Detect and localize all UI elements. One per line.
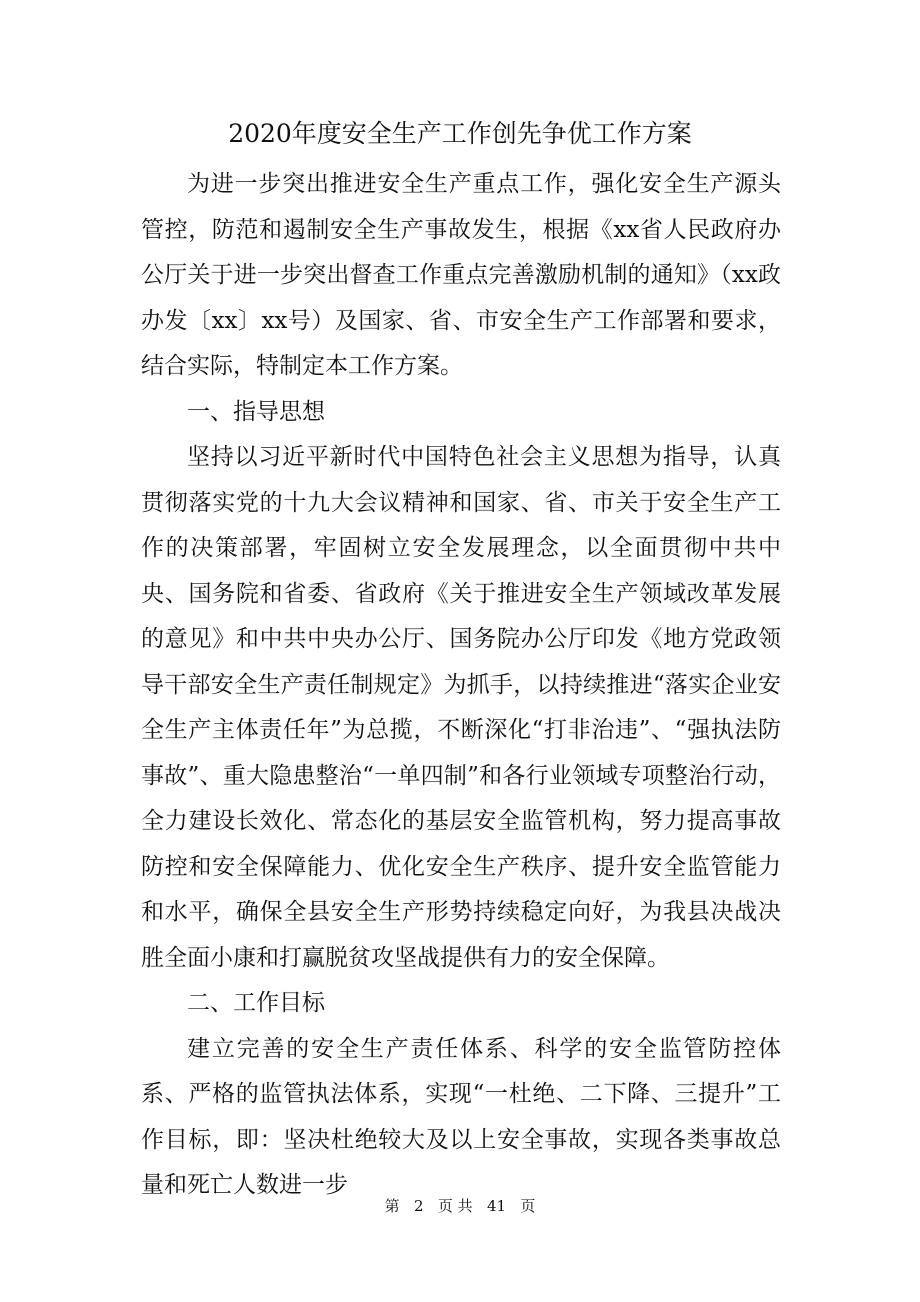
footer-total-pages: 41 — [486, 1197, 507, 1215]
footer-middle: 页 共 — [437, 1197, 473, 1215]
document-body — [141, 162, 781, 1209]
guiding-thought-paragraph: 坚持以习近平新时代中国特色社会主义思想为指导，认真贯彻落实党的十九大会议精神和国家、省、市关于安全生产工作的决策部署，牢固树立安全发展理念，以全面贯彻中共中央、国务院和省委、省政府《关于推进安全生产领域改革发展的意见》和中共中央办公厅、国务院办公厅印发《地方党政领导干部安全生产责任制规定》为抓手，以持续推进“落实企业安全生产主体责任年”为总揽，不断深化“打非治违”、“强执法防事故”、重大隐患整治“一单四制”和各行业领域专项整治行动，全力建设长效化、常态化的基层安全监管机构，努力提高事故防控和安全保障能力、优化安全生产秩序、提升安全监管能力和水平，确保全县安全生产形势持续稳定向好，为我县决战决胜全面小康和打赢脱贫攻坚战提供有力的安全保障。 — [141, 444, 781, 971]
work-goals-paragraph: 建立完善的安全生产责任体系、科学的安全监管防控体系、严格的监管执法体系，实现“一杜绝、二下降、三提升”工作目标，即：坚决杜绝较大及以上安全事故，实现各类事故总量和死亡人数进一步 — [141, 1035, 781, 1198]
document-title: 2020年度安全生产工作创先争优工作方案 — [228, 119, 692, 148]
footer-suffix: 页 — [520, 1197, 536, 1215]
intro-paragraph: 为进一步突出推进安全生产重点工作，强化安全生产源头管控，防范和遏制安全生产事故发生，根据《xx省人民政府办公厅关于进一步突出督查工作重点完善激励机制的通知》（xx政办发〔xx〕xx号）及国家、省、市安全生产工作部署和要求，结合实际，特制定本工作方案。 — [141, 171, 781, 379]
section-heading-work-goals: 二、工作目标 — [187, 990, 325, 1016]
footer-current-page: 2 — [413, 1197, 424, 1215]
section-heading-guiding-thought: 一、指导思想 — [187, 398, 325, 425]
page-footer — [0, 1196, 920, 1216]
footer-prefix: 第 — [384, 1197, 400, 1215]
